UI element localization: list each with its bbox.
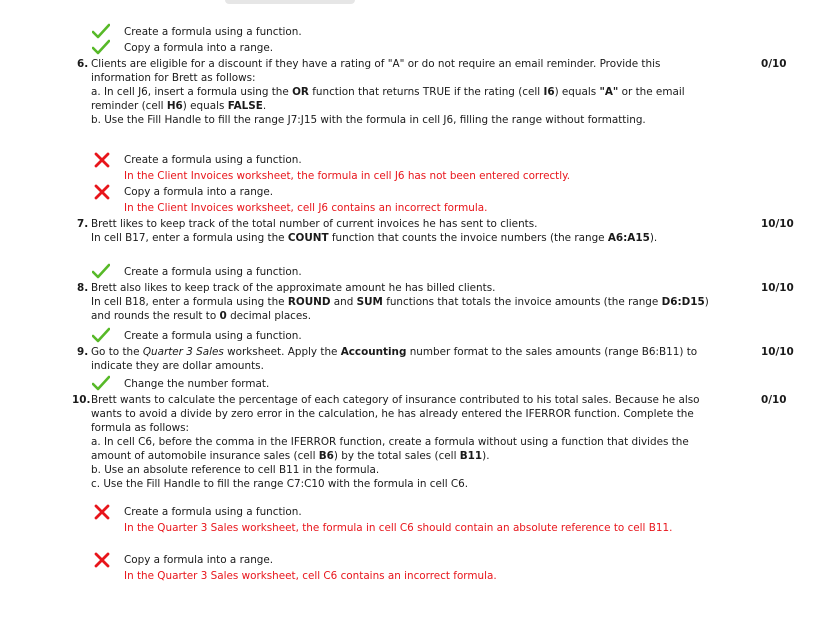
checkmark-icon <box>92 375 110 391</box>
check-task: Create a formula using a function. <box>124 266 302 278</box>
question-number: 9. <box>77 346 89 358</box>
question-number: 8. <box>77 282 89 294</box>
check-feedback: In the Client Invoices worksheet, the formula in cell J6 has not been entered correctly. <box>124 170 571 182</box>
check-task: Create a formula using a function. <box>124 26 302 38</box>
cross-icon <box>93 504 111 520</box>
question-number: 10. <box>72 394 91 406</box>
cross-icon <box>93 184 111 200</box>
question-number: 6. <box>77 58 89 70</box>
question-text: Clients are eligible for a discount if they have a rating of "A" or do not require an email reminder. Provide this <box>91 58 661 70</box>
cross-icon <box>93 152 111 168</box>
question-text: b. Use an absolute reference to cell B11 in the formula. <box>91 464 380 476</box>
checkmark-icon <box>92 23 110 39</box>
check-task: Create a formula using a function. <box>124 330 302 342</box>
cross-icon <box>93 552 111 568</box>
question-score: 10/10 <box>761 346 794 358</box>
question-score: 10/10 <box>761 218 794 230</box>
check-task: Change the number format. <box>124 378 270 390</box>
question-score: 10/10 <box>761 282 794 294</box>
question-text: Brett likes to keep track of the total number of current invoices he has sent to clients. <box>91 218 538 230</box>
check-task: Copy a formula into a range. <box>124 42 274 54</box>
question-text: a. In cell C6, before the comma in the IFERROR function, create a formula without using a function that divides the <box>91 436 689 448</box>
question-text: reminder (cell H6) equals FALSE. <box>91 100 267 112</box>
question-text: In cell B18, enter a formula using the ROUND and SUM functions that totals the invoice amounts (the range D6:D15) <box>91 296 709 308</box>
question-text: b. Use the Fill Handle to fill the range J7:J15 with the formula in cell J6, filling the range without formatting. <box>91 114 646 126</box>
question-text: Brett also likes to keep track of the approximate amount he has billed clients. <box>91 282 496 294</box>
question-text: Go to the Quarter 3 Sales worksheet. Apply the Accounting number format to the sales amounts (range B6:B11) to <box>91 346 698 358</box>
question-text: wants to avoid a divide by zero error in the calculation, he has already entered the IFERROR function. Complete the <box>91 408 694 420</box>
question-text: and rounds the result to 0 decimal places. <box>91 310 312 322</box>
checkmark-icon <box>92 39 110 55</box>
question-score: 0/10 <box>761 58 787 70</box>
question-text: c. Use the Fill Handle to fill the range C7:C10 with the formula in cell C6. <box>91 478 469 490</box>
question-text: Brett wants to calculate the percentage of each category of insurance contributed to his total sales. Because he also <box>91 394 700 406</box>
check-task: Copy a formula into a range. <box>124 186 274 198</box>
check-feedback: In the Client Invoices worksheet, cell J6 contains an incorrect formula. <box>124 202 488 214</box>
question-text: information for Brett as follows: <box>91 72 256 84</box>
question-text: formula as follows: <box>91 422 190 434</box>
check-feedback: In the Quarter 3 Sales worksheet, the formula in cell C6 should contain an absolute reference to cell B11. <box>124 522 673 534</box>
checkmark-icon <box>92 327 110 343</box>
check-task: Copy a formula into a range. <box>124 554 274 566</box>
check-feedback: In the Quarter 3 Sales worksheet, cell C6 contains an incorrect formula. <box>124 570 497 582</box>
question-text: a. In cell J6, insert a formula using the OR function that returns TRUE if the rating (cell I6) equals "A" or the email <box>91 86 685 98</box>
question-number: 7. <box>77 218 89 230</box>
question-text: indicate they are dollar amounts. <box>91 360 264 372</box>
top-scroll-edge <box>225 0 355 4</box>
check-task: Create a formula using a function. <box>124 154 302 166</box>
question-text: In cell B17, enter a formula using the COUNT function that counts the invoice numbers (the range A6:A15). <box>91 232 658 244</box>
question-score: 0/10 <box>761 394 787 406</box>
question-text: amount of automobile insurance sales (cell B6) by the total sales (cell B11). <box>91 450 490 462</box>
checkmark-icon <box>92 263 110 279</box>
check-task: Create a formula using a function. <box>124 506 302 518</box>
